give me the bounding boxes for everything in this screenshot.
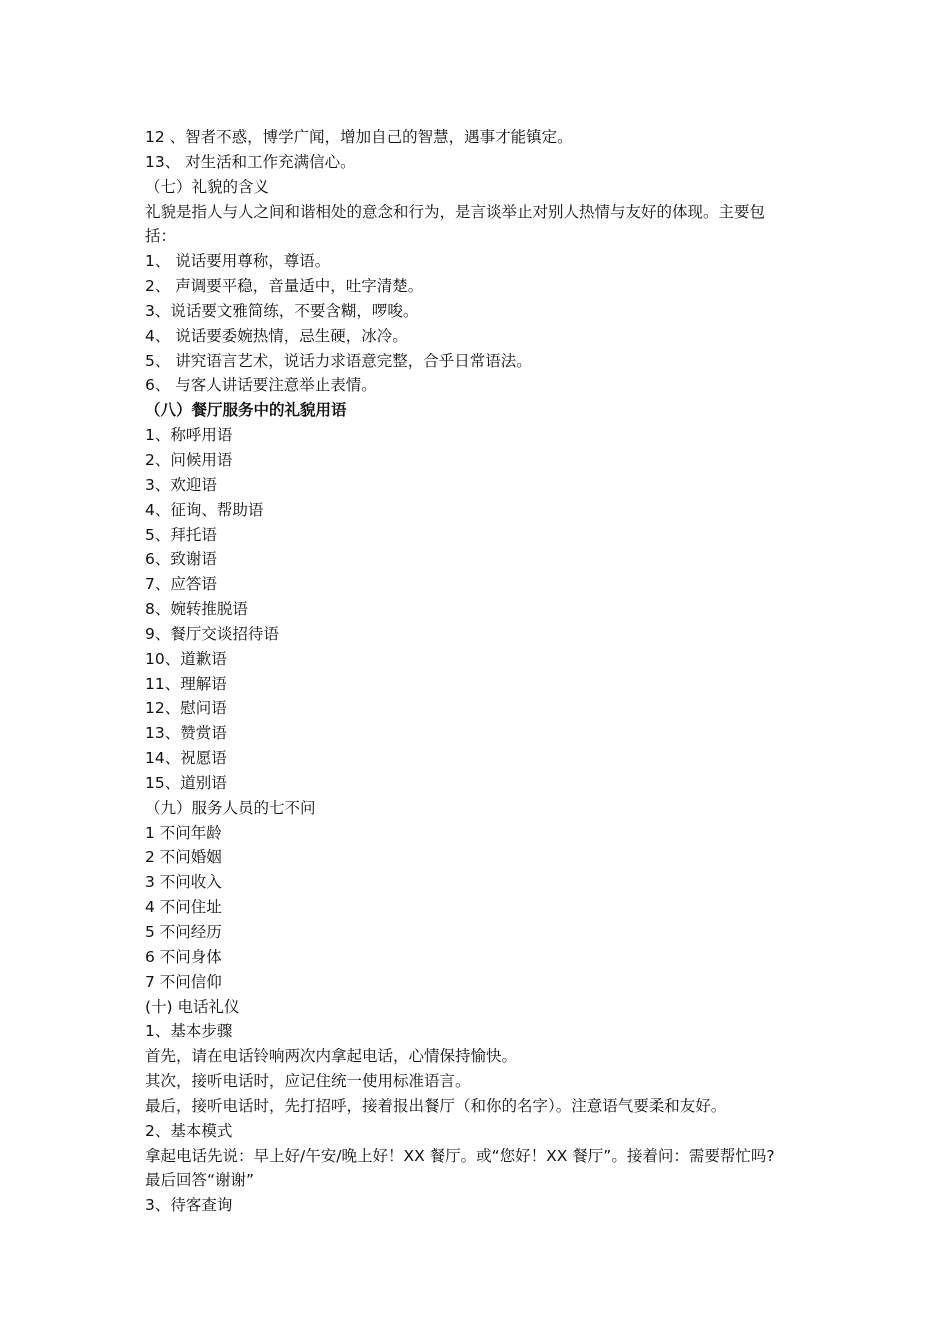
text-line: 13、 对生活和工作充满信心。 (145, 152, 356, 171)
text-line: 4 不问住址 (145, 898, 222, 917)
document-body (145, 125, 825, 1218)
text-line: 2 不问婚姻 (145, 848, 222, 867)
text-line: 拿起电话先说：早上好/午安/晚上好！XX 餐厅。或“您好！XX 餐厅”。接着问：需要帮忙吗? (145, 1146, 775, 1165)
text-line: 10、道歉语 (145, 649, 227, 668)
text-line: 3、欢迎语 (145, 475, 217, 494)
text-line: 6、致谢语 (145, 550, 217, 569)
text-line: 8、婉转推脱语 (145, 600, 248, 619)
text-line: 14、祝愿语 (145, 749, 227, 768)
text-line: 13、赞赏语 (145, 724, 227, 743)
text-line: 15、道别语 (145, 773, 227, 792)
text-line: 7、应答语 (145, 575, 217, 594)
text-line: 3、说话要文雅简练，不要含糊，啰唆。 (145, 301, 419, 320)
text-line: 2、基本模式 (145, 1121, 233, 1140)
text-line: 4、 说话要委婉热情，忌生硬，冰冷。 (145, 326, 408, 345)
text-line: 2、 声调要平稳，音量适中，吐字清楚。 (145, 277, 424, 296)
text-line: 6、 与客人讲话要注意举止表情。 (145, 376, 377, 395)
text-line: 12、慰问语 (145, 699, 227, 718)
text-line: 3 不问收入 (145, 873, 222, 892)
text-line: 6 不问身体 (145, 947, 222, 966)
text-line: 7 不问信仰 (145, 972, 222, 991)
text-line: 3、待客查询 (145, 1196, 233, 1215)
text-line: 其次，接听电话时，应记住统一使用标准语言。 (145, 1072, 471, 1091)
section-heading: （八）餐厅服务中的礼貌用语 (145, 401, 347, 420)
text-line: 2、问候用语 (145, 450, 233, 469)
text-line: 11、理解语 (145, 674, 227, 693)
text-line: （七）礼貌的含义 (145, 177, 270, 196)
text-line: 12 、智者不惑，博学广闻，增加自己的智慧，遇事才能镇定。 (145, 128, 573, 146)
text-line: 1、 说话要用尊称，尊语。 (145, 252, 331, 271)
text-line: 5、拜托语 (145, 525, 217, 544)
text-line: 5 不问经历 (145, 923, 222, 941)
text-line: 9、餐厅交谈招待语 (145, 624, 279, 643)
text-line: (十) 电话礼仪 (145, 997, 240, 1016)
text-line: 1、称呼用语 (145, 426, 233, 445)
text-line: 1 不问年龄 (145, 823, 222, 842)
text-line: 首先，请在电话铃响两次内拿起电话，心情保持愉快。 (145, 1047, 518, 1066)
text-line: 最后回答“谢谢” (145, 1171, 255, 1190)
text-line: 最后，接听电话时，先打招呼，接着报出餐厅（和你的名字）。注意语气要柔和友好。 (145, 1096, 727, 1115)
text-line: 1、基本步骤 (145, 1022, 233, 1041)
text-line: 4、征询、帮助语 (145, 500, 264, 519)
text-line: （九）服务人员的七不问 (145, 798, 316, 817)
text-line: 礼貌是指人与人之间和谐相处的意念和行为，是言谈举止对别人热情与友好的体现。主要包 (145, 202, 766, 221)
text-line: 括： (145, 227, 177, 246)
text-line: 5、 讲究语言艺术，说话力求语意完整，合乎日常语法。 (145, 351, 532, 370)
